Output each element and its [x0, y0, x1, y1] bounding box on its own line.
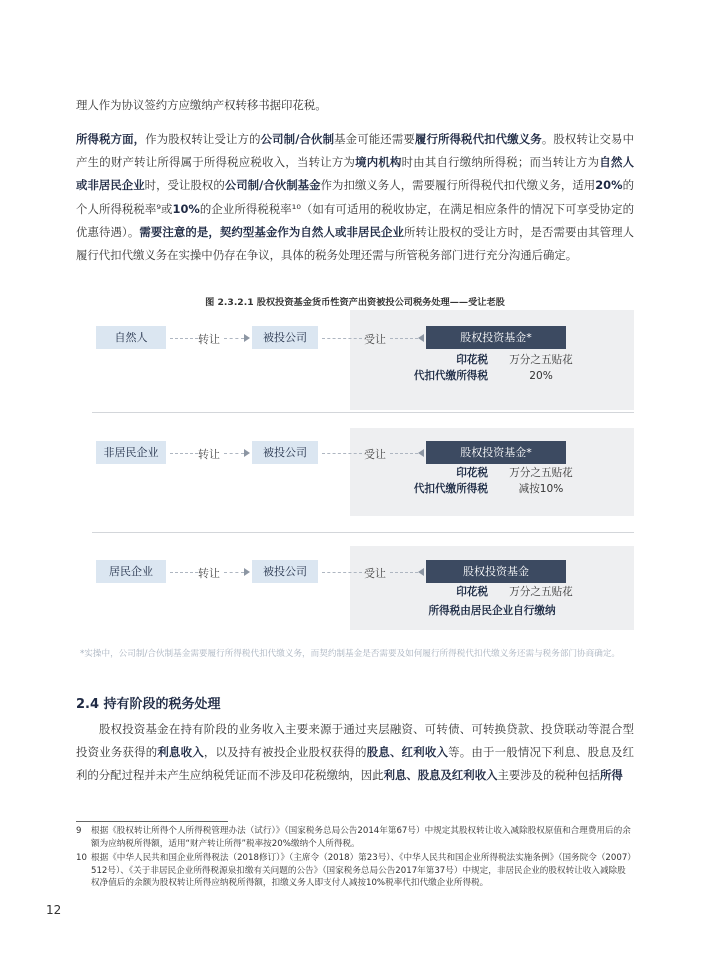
tax1-name: 印花税 [456, 586, 488, 598]
party-box: 非居民企业 [96, 441, 166, 464]
footnote-9 [76, 825, 634, 850]
receive-label: 受让 [364, 567, 386, 580]
fund-box: 股权投资基金* [426, 441, 566, 464]
tax2-name: 代扣代缴所得税 [413, 370, 488, 382]
footnote-number: 10 [76, 853, 87, 863]
row-divider [92, 532, 634, 533]
bold-text: 自然人或非居民企业 [76, 155, 634, 193]
bold-text: 履行所得税代扣代缴义务 [414, 132, 542, 146]
bold-text: 利息收入 [157, 745, 204, 760]
tax1-name: 印花税 [456, 467, 488, 479]
bold-text: 境内机构 [355, 155, 402, 170]
row-divider [92, 412, 634, 413]
dash-line [170, 338, 198, 339]
income-tax-paragraph [76, 128, 634, 267]
text: 股权投资基金在持有阶段的业务收入主要来源于通过夹层融资、可转债、可转换贷款、投贷联动等混合型投资业务获得的 [76, 722, 634, 760]
arrow-left-icon [418, 568, 424, 576]
footnote-10 [76, 852, 634, 890]
bold-text: 20% [595, 178, 623, 193]
text: 时由其自行缴纳所得税；而当转让方为 [401, 155, 600, 170]
dash-line [170, 572, 198, 573]
footnote-text: 根据《中华人民共和国企业所得税法（2018修订）》（主席令（2018）第23号）、《中华人民共和国企业所得税法实施条例》（国务院令（2007）512号）、《关于非居民企业所得税源泉扣缴有关问题的公告》（国家税务总局公告2017年第37号）中规定，非居民企业的股权转让收入减除股权净值后的余额为股权转让所得应纳税所得额，扣缴义务人即支付人减按10%税率代扣代缴企业所得税。 [91, 853, 632, 889]
bold-text: 股息、红利收入 [366, 745, 449, 760]
arrow-right-icon [244, 568, 250, 576]
arrow-right-icon [244, 449, 250, 457]
figure-note: *实操中，公司制/合伙制基金需要履行所得税代扣代缴义务，而契约制基金是否需要及如何履行所得税代扣代缴义务还需与税务部门协商确定。 [80, 649, 621, 659]
page-number: 12 [46, 903, 62, 917]
footnote-number: 9 [76, 826, 82, 836]
text: 的个人所得税税率⁹或 [76, 178, 634, 216]
party-box: 居民企业 [96, 560, 166, 583]
text: 的企业所得税税率¹⁰（如有可适用的税收协定，在满足相应条件的情况下可享受协定的优惠待遇）。 [76, 201, 634, 239]
transfer-label: 转让 [198, 567, 220, 580]
text: ，以及持有被投企业股权获得的 [203, 745, 367, 760]
dash-line [322, 572, 362, 573]
text: 等。由于一般情况下利息、股息及红利的分配过程并未产生应纳税凭证而不涉及印花税缴纳，因此 [76, 745, 634, 783]
dash-line [224, 572, 244, 573]
bold-text: 契约型基金作为自然人或非居民企业 [219, 224, 404, 239]
dash-line [170, 453, 198, 454]
text: 时，受让股权的 [144, 178, 225, 193]
footnote-text: 根据《股权转让所得个人所得税管理办法（试行）》（国家税务总局公告2014年第67号）中规定其股权转让收入减除股权原值和合理费用后的余额为应纳税所得额，适用“财产转让所得”税率按20%缴纳个人所得税。 [91, 826, 631, 849]
tax1-name: 印花税 [456, 354, 488, 366]
figure-title: 图 2.3.2.1 股权投资基金货币性资产出资被投公司税务处理——受让老股 [205, 297, 505, 308]
footnote-rule [76, 821, 228, 822]
section-heading: 2.4 持有阶段的税务处理 [76, 697, 221, 712]
tax2-value: 减按10% [518, 483, 564, 495]
company-box: 被投公司 [252, 441, 318, 464]
bold-text: 所得 [600, 768, 623, 783]
fund-box: 股权投资基金 [426, 560, 566, 583]
bold-text: 公司制/合伙制基金 [224, 178, 321, 193]
dash-line [390, 572, 418, 573]
company-box: 被投公司 [252, 560, 318, 583]
company-box: 被投公司 [252, 326, 318, 349]
text: 作为股权转让受让方的 [145, 132, 261, 146]
tax1-value: 万分之五贴花 [509, 586, 573, 598]
dash-line [322, 453, 362, 454]
dash-line [224, 453, 244, 454]
receive-label: 受让 [364, 333, 386, 346]
tax1-value: 万分之五贴花 [509, 467, 573, 479]
text: 。股权转让交易中产生的财产转让所得属于所得税应税收入，当转让方为 [76, 132, 634, 170]
diagram-row-resident [92, 546, 634, 630]
diagram-row-nonresident [92, 428, 634, 516]
party-box: 自然人 [96, 326, 166, 349]
dash-line [390, 453, 418, 454]
bold-text: 需要注意的是， [139, 224, 220, 239]
tax2-value: 20% [529, 370, 553, 382]
dash-line [390, 338, 418, 339]
fund-box: 股权投资基金* [426, 326, 566, 349]
dash-line [224, 338, 244, 339]
arrow-right-icon [244, 334, 250, 342]
transfer-label: 转让 [198, 333, 220, 346]
bold-text: 公司制/合伙制 [260, 132, 335, 146]
text: 基金可能还需要 [334, 132, 415, 146]
text: 所转让股权的受让方时，是否需要由其管理人履行代扣代缴义务在实操中仍存在争议，具体的税务处理还需与所管税务部门进行充分沟通后确定。 [76, 224, 634, 263]
tax2-name: 代扣代缴所得税 [413, 483, 488, 495]
carryover-line: 理人作为协议签约方应缴纳产权转移书据印花税。 [76, 98, 327, 112]
tax2-name: 所得税由居民企业自行缴纳 [428, 605, 556, 617]
arrow-left-icon [418, 449, 424, 457]
arrow-left-icon [418, 334, 424, 342]
text: 作为扣缴义务人，需要履行所得税代扣代缴义务，适用 [320, 178, 596, 193]
bold-text: 10% [172, 201, 200, 216]
dash-line [322, 338, 362, 339]
text: 主要涉及的税种包括 [497, 768, 601, 783]
bold-text: 利息、股息及红利收入 [383, 768, 498, 783]
diagram-row-natural-person [92, 310, 634, 410]
tax1-value: 万分之五贴花 [509, 354, 573, 366]
transfer-label: 转让 [198, 448, 220, 461]
receive-label: 受让 [364, 448, 386, 461]
bold-text: 所得税方面， [76, 132, 146, 146]
section-paragraph [76, 718, 634, 788]
